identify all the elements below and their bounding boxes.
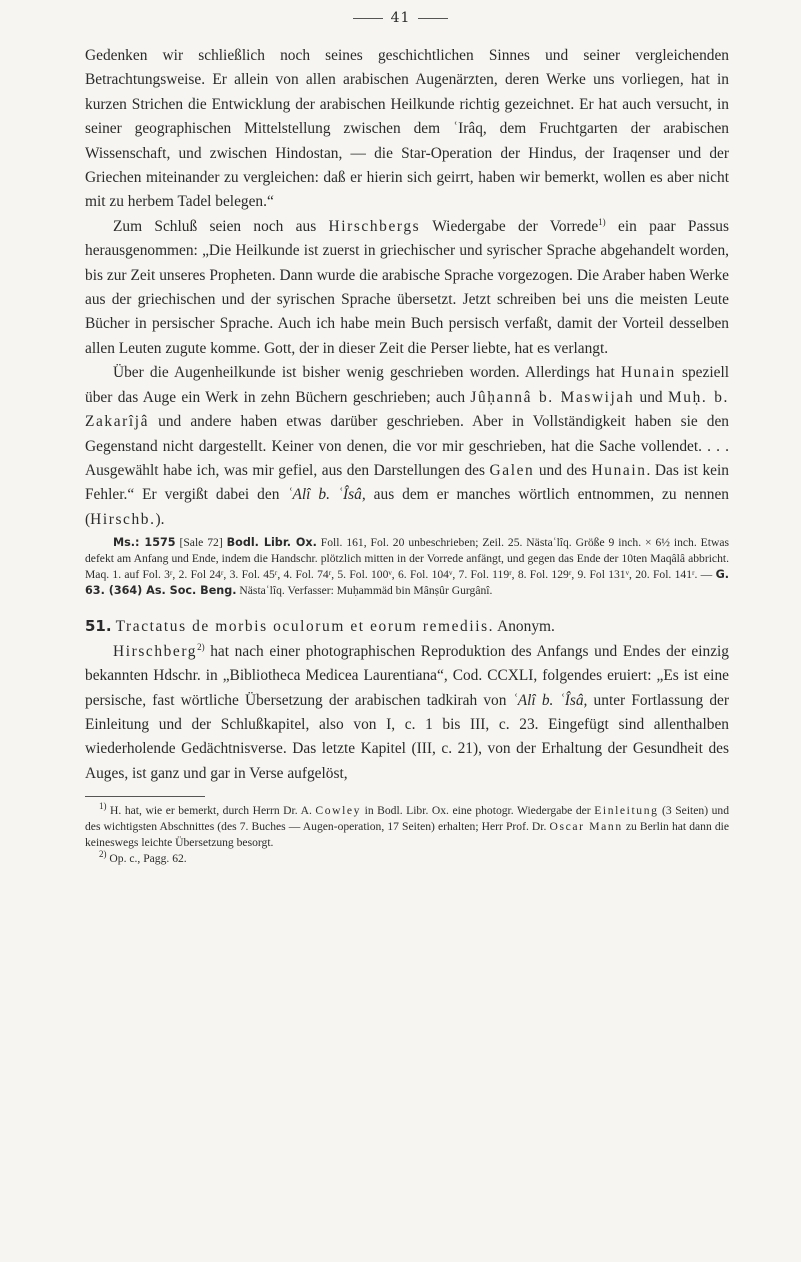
name-hunain: Hunain: [620, 364, 676, 382]
name-ali: ʿAlî b. ʿÎsâ,: [287, 486, 366, 504]
body-text: [85, 44, 729, 866]
entry-heading: [85, 614, 729, 639]
folio-rule-left: [353, 18, 383, 19]
name-hirschberg: Hirschberg: [113, 642, 198, 660]
ms-g: G. 63. (364) As. Soc. Beng.: [85, 567, 729, 597]
paragraph-4: Hirschberg$^{2)}$ hat nach einer photographischen Reproduktion des Anfangs und Endes der einzig bekannten Hdschr. in „Bibliotheca Medicea Laurentiana“, Cod. CCXLI, folgendes eruiert: „Es ist eine persische, fast wörtliche Übersetzung der arabischen tadkirah von ʿAlî b. ʿÎsâ, unter Fortlassung der Einleitung und der Schlußkapitel, also von I, c. 1 bis III, c. 23. Eingefügt sind allenthalben wiederholende Gedächtnisverse. Das letzte Kapitel (III, c. 21), von der Erhaltung der Gesundheit des Auges, ist ganz und gar in Verse aufgelöst,: [85, 641, 730, 782]
name-hunain-2: Hunain: [591, 461, 647, 479]
paragraph-1: Gedenken wir schließlich noch seines geschichtlichen Sinnes und seiner vergleichenden Betrachtungsweise. Er allein von allen arabischen Augenärzten, deren Werke uns vorliegen, hat in kurzen Strichen die Entwicklung der arabischen Heilkunde richtig gezeichnet. Er hat auch versucht, in seiner geographischen Mittelstellung zwischen dem ʿIrâq, dem Fruchtgarten der arabischen Wissenschaft, und zwischen Hindostan, — die Star-Operation der Hindus, der Iraqenser und der Griechen miteinander zu vergleichen: daß er hierin sich geirrt, haben wir bemerkt, wollen es aber nicht mit zu herbem Tadel belegen.“: [85, 47, 729, 211]
entry-anonym: Anonym.: [494, 618, 555, 636]
author-name: Hirschbergs: [328, 217, 421, 235]
footnote-2: $^{2)}$ Op. c., Pagg. 62.: [99, 848, 187, 865]
entry-number: 51.: [85, 617, 112, 636]
manuscript-note: Ms.: 1575 [Sale 72] Bodl. Libr. Ox. Foll. 161, Fol. 20 unbeschrieben; Zeil. 25. Nästaʿlîq. Größe 9 inch. × 6½ inch. Etwas defekt am Anfang und Ende, indem die Handschr. plötzlich mitten in der Vorrede anfängt, und gegen das Ende der 10ten Maqâlâ abbricht. Maq. 1. auf Fol. 3ʳ, 2. Fol 24ʳ, 3. Fol. 45ʳ, 4. Fol. 74ʳ, 5. Fol. 100ᵛ, 6. Fol. 104ᵛ, 7. Fol. 119ʳ, 8. Fol. 129ʳ, 9. Fol 131ᵛ, 20. Fol. 141ʳ. — G. 63. (364) As. Soc. Beng. Nästaʿlîq. Verfasser: Muḥammäd bin Mânṣûr Gurgânî.: [85, 536, 729, 597]
name-juhanna: Jûḥannâ b. Maswijah: [470, 388, 635, 406]
ms-bodl: Bodl. Libr. Ox.: [226, 536, 317, 550]
footnote-1: $^{1)}$ H. hat, wie er bemerkt, durch Herrn Dr. A. Cowley in Bodl. Libr. Ox. eine photogr. Wiedergabe der Einleitung (3 Seiten) und des wichtigsten Abschnittes (des 7. Buches — Augen-operation, 17 Seiten) erhalten; Herr Prof. Dr. Oscar Mann zu Berlin hat dann die keineswegs leichte Übersetzung besorgt.: [85, 801, 730, 849]
footnote-divider: [85, 796, 205, 797]
paragraph-2: Zum Schluß seien noch aus Hirschbergs Wiedergabe der Vorrede$^{1)}$ ein paar Passus herausgenommen: „Die Heilkunde ist zuerst in griechischer und syrischer Sprache abgehandelt worden, bis zur Zeit unseres Propheten. Dann wurde die arabische Sprache vorgezogen. Die Araber haben Werke aus der griechischen und der syrischen Sprache übersetzt. Jetzt schreiben bei uns die meisten Leute Bücher in persischer Sprache. Auch ich habe mein Buch persisch verfaßt, damit der Vorteil desselben allen Leuten zugute komme. Gott, der in dieser Zeit die Perser liebte, hat es verlangt.: [85, 216, 729, 357]
page-number: 41: [0, 10, 801, 26]
name-galen: Galen: [489, 461, 535, 479]
name-hirschb: Hirschb.: [90, 510, 156, 528]
paragraph-3: Über die Augenheilkunde ist bisher wenig geschrieben worden. Allerdings hat Hunain speziell über das Auge ein Werk in zehn Büchern geschrieben; auch Jûḥannâ b. Maswijah und Muḥ. b. Zakarîjâ und andere haben etwas darüber geschrieben. Aber in Vollständigkeit haben sie den Gegenstand nicht dargestellt. Keiner von denen, die vor mir geschrieben, hat die Sache vollendet. . . . Ausgewählt habe ich, was mir gefiel, aus den Darstellungen des Galen und des Hunain. Das ist kein Fehler.“ Er vergißt dabei den ʿAlî b. ʿÎsâ, aus dem er manches wörtlich entnommen, zu nennen (Hirschb.).: [85, 364, 730, 528]
footnote-ref-2: 2): [197, 641, 205, 652]
footnote-ref-1: 1): [598, 216, 606, 227]
folio-rule-right: [418, 18, 448, 19]
name-muh: Muḥ. b. Zakarîjâ: [85, 388, 730, 431]
name-ali-2: ʿAlî b. ʿÎsâ,: [512, 691, 588, 709]
ms-label: Ms.: 1575: [113, 536, 176, 550]
entry-title: Tractatus de morbis oculorum et eorum remediis.: [115, 618, 495, 636]
